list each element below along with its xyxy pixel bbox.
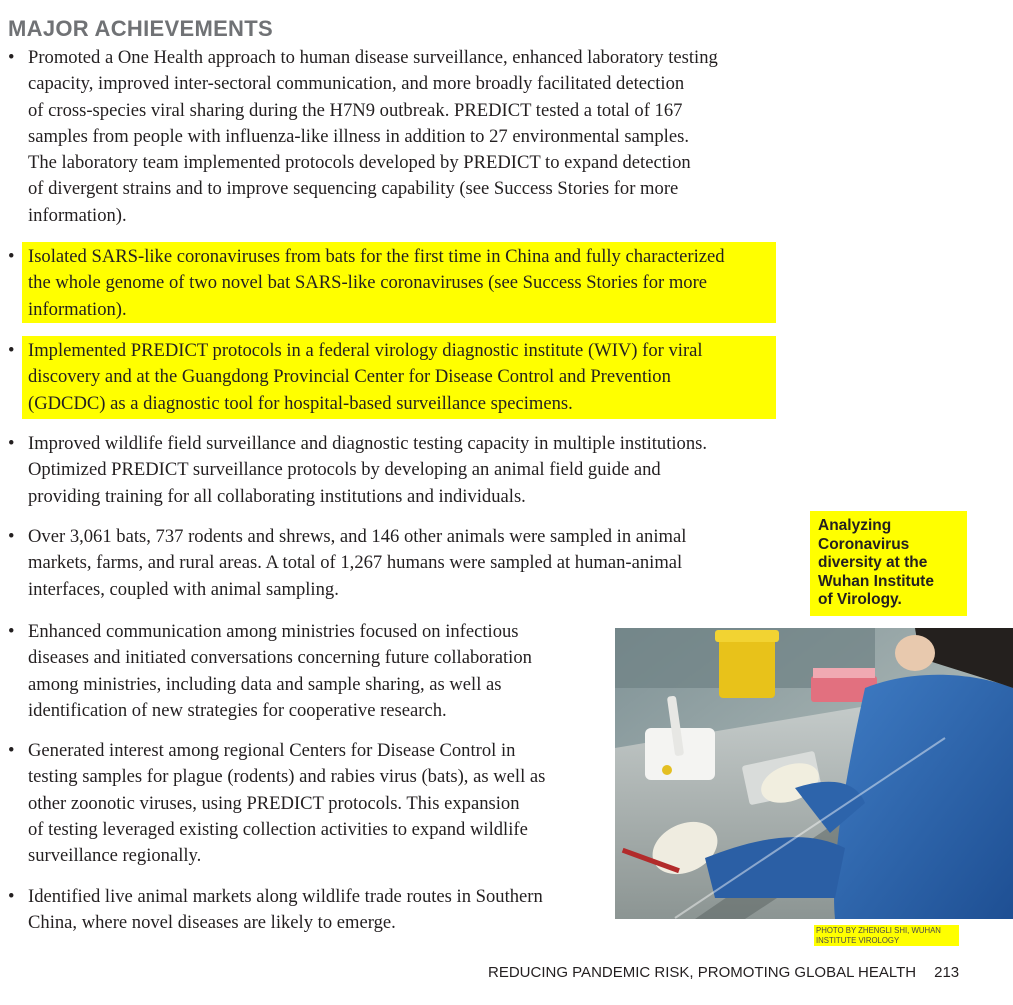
achievement-bullet-8 bbox=[8, 884, 543, 937]
bullet-line: interfaces, coupled with animal sampling. bbox=[28, 578, 339, 600]
bullet-line: samples from people with influenza-like illness in addition to 27 environmental samples. bbox=[28, 125, 689, 147]
achievement-bullet-2 bbox=[8, 244, 725, 323]
bullet-text bbox=[28, 45, 718, 229]
bullet-line: Optimized PREDICT surveillance protocols by developing an animal field guide and bbox=[28, 459, 661, 481]
bullet-line: Promoted a One Health approach to human disease surveillance, enhanced laboratory testing bbox=[28, 47, 718, 68]
bullet-dot: • bbox=[8, 246, 15, 267]
bullet-dot: • bbox=[8, 526, 15, 547]
bullet-line: the whole genome of two novel bat SARS-like coronaviruses (see Success Stories for more bbox=[28, 272, 708, 294]
bullet-line: (GDCDC) as a diagnostic tool for hospital-based surveillance specimens. bbox=[28, 392, 573, 414]
bullet-dot: • bbox=[8, 47, 15, 68]
bullet-dot: • bbox=[8, 340, 15, 361]
bullet-line: capacity, improved inter-sectoral communication, and more broadly facilitated detection bbox=[28, 73, 685, 95]
bullet-line: information). bbox=[28, 298, 127, 320]
achievement-bullet-7 bbox=[8, 738, 545, 869]
bullet-line: of testing leveraged existing collection activities to expand wildlife bbox=[28, 818, 528, 840]
caption-line: of Virology. bbox=[818, 591, 902, 609]
bullet-line: discovery and at the Guangdong Provincial Center for Disease Control and Prevention bbox=[28, 366, 671, 388]
bullet-dot: • bbox=[8, 621, 15, 642]
page-footer bbox=[488, 962, 959, 984]
achievement-bullet-3 bbox=[8, 338, 703, 417]
bullet-line: Improved wildlife field surveillance and diagnostic testing capacity in multiple institutions. bbox=[28, 433, 708, 454]
bullet-text bbox=[28, 884, 543, 937]
bullet-line: providing training for all collaborating institutions and individuals. bbox=[28, 485, 526, 507]
bullet-dot: • bbox=[8, 886, 15, 907]
bullet-line: Implemented PREDICT protocols in a federal virology diagnostic institute (WIV) for viral bbox=[28, 340, 703, 361]
achievement-bullet-5 bbox=[8, 524, 686, 603]
bullet-line: among ministries, including data and sample sharing, as well as bbox=[28, 673, 502, 695]
photo-credit bbox=[814, 925, 959, 946]
bullet-text bbox=[28, 524, 686, 603]
bullet-line: Over 3,061 bats, 737 rodents and shrews, and 146 other animals were sampled in animal bbox=[28, 526, 687, 547]
bullet-line: markets, farms, and rural areas. A total of 1,267 humans were sampled at human-animal bbox=[28, 552, 683, 574]
photo-credit-line: INSTITUTE VIROLOGY bbox=[816, 935, 900, 945]
bullet-line: testing samples for plague (rodents) and rabies virus (bats), as well as bbox=[28, 766, 546, 788]
section-heading: MAJOR ACHIEVEMENTS bbox=[8, 16, 273, 41]
bullet-line: surveillance regionally. bbox=[28, 845, 202, 867]
bullet-line: Generated interest among regional Centers for Disease Control in bbox=[28, 740, 516, 761]
bullet-line: diseases and initiated conversations concerning future collaboration bbox=[28, 647, 532, 669]
photo-credit-line: PHOTO BY ZHENGLI SHI, WUHAN bbox=[816, 926, 941, 935]
bullet-line: other zoonotic viruses, using PREDICT protocols. This expansion bbox=[28, 792, 520, 814]
bullet-text bbox=[28, 338, 703, 417]
bullet-text bbox=[28, 619, 532, 724]
bullet-line: Identified live animal markets along wildlife trade routes in Southern bbox=[28, 886, 543, 907]
caption-line: Coronavirus bbox=[818, 535, 910, 553]
bullet-dot: • bbox=[8, 740, 15, 761]
bullet-text bbox=[28, 738, 545, 869]
lab-photo-illustration bbox=[615, 628, 1013, 919]
bullet-text bbox=[28, 431, 707, 510]
caption-line: Analyzing bbox=[818, 517, 892, 534]
bullet-line: of cross-species viral sharing during the H7N9 outbreak. PREDICT tested a total of 167 bbox=[28, 99, 683, 121]
achievement-bullet-1 bbox=[8, 45, 718, 229]
achievement-bullet-4 bbox=[8, 431, 707, 510]
achievement-bullet-6 bbox=[8, 619, 532, 724]
caption-line: Wuhan Institute bbox=[818, 572, 934, 590]
bullet-line: of divergent strains and to improve sequencing capability (see Success Stories for more bbox=[28, 178, 679, 200]
photo-caption-callout bbox=[810, 511, 967, 616]
footer-title: REDUCING PANDEMIC RISK, PROMOTING GLOBAL HEALTH bbox=[488, 964, 917, 981]
bullet-line: China, where novel diseases are likely to emerge. bbox=[28, 912, 396, 934]
bullet-line: information). bbox=[28, 204, 127, 226]
bullet-line: The laboratory team implemented protocols developed by PREDICT to expand detection bbox=[28, 152, 691, 174]
bullet-text bbox=[28, 244, 725, 323]
bullet-line: identification of new strategies for cooperative research. bbox=[28, 699, 447, 721]
bullet-line: Enhanced communication among ministries focused on infectious bbox=[28, 621, 519, 642]
caption-line: diversity at the bbox=[818, 554, 928, 572]
bullet-dot: • bbox=[8, 433, 15, 454]
page-number: 213 bbox=[934, 964, 960, 981]
lab-photo bbox=[615, 628, 1013, 919]
bullet-line: Isolated SARS-like coronaviruses from bats for the first time in China and fully characterized bbox=[28, 246, 725, 267]
